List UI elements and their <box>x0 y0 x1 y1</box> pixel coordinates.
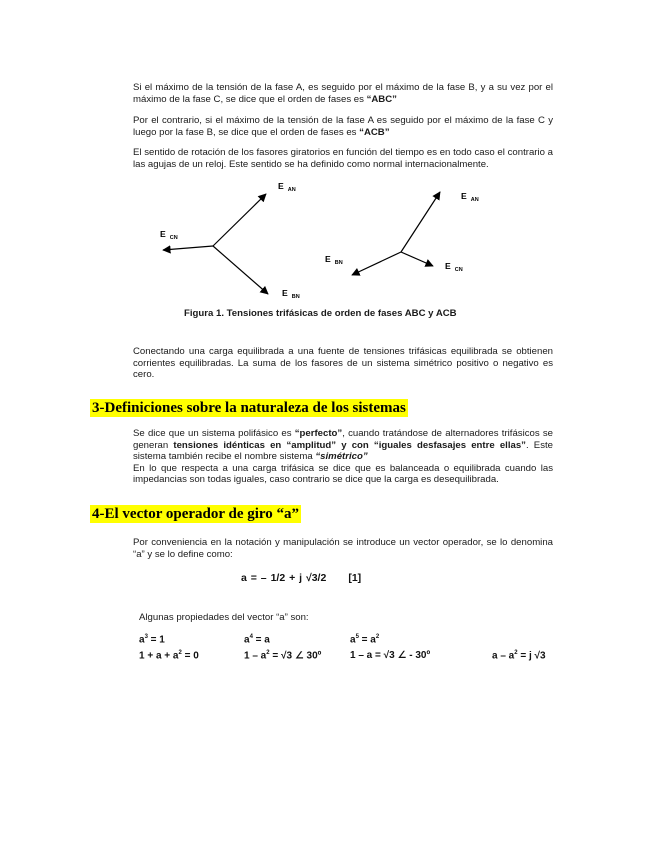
abc-label: “ABC” <box>366 93 397 105</box>
label-ecn-left: ECN <box>160 229 178 241</box>
label-ebn-right: EBN <box>325 254 343 266</box>
paragraph-balanced-load: Conectando una carga equilibrada a una fuente de tensiones trifásicas equilibrada se obtienen corrientes equilibradas. La suma de los fasores de un sistema simétrico positivo o negativo es cero. <box>133 346 553 380</box>
phasor-ean-left <box>213 194 266 246</box>
property-a4: $a^4 = a$ <box>244 634 270 646</box>
property-a3: $a^3 = 1$ <box>139 634 165 646</box>
phasor-ecn-right <box>401 252 433 266</box>
phasor-ecn-left <box>163 246 213 250</box>
paragraph-rotation-sense: El sentido de rotación de los fasores giratorios en función del tiempo es en todo caso el contrario a las agujas de un reloj. Este sentido se ha definido como normal internacionalmente. <box>133 147 553 170</box>
property-one-minus-a2: $1 - a^2 = √3$ ∠ 30º <box>244 650 322 662</box>
property-one-minus-a: 1 – a = √3 ∠ - 30º <box>350 650 431 661</box>
phasor-ebn-right <box>352 252 401 275</box>
label-ean-right: EAN <box>461 191 479 203</box>
paragraph-operator-intro: Por conveniencia en la notación y manipulación se introduce un vector operador, se lo denomina “a” y se lo define como: <box>133 537 553 560</box>
paragraph-perfect-system: Se dice que un sistema polifásico es “perfecto”, cuando tratándose de alternadores trifásicos se generan tensiones idénticas en “amplitud” y con “iguales desfasajes entre ellas”. Este sistema también recibe el nombre sistema “simétrico” En lo que respecta a una carga trifásica se dice que es balanceada o equilibrada cuando las impedancias son todas iguales, caso contrario se dice que la carga es desequilibrada. <box>133 428 554 485</box>
label-ebn-left: EBN <box>282 288 300 300</box>
figure-caption: Figura 1. Tensiones trifásicas de orden de fases ABC y ACB <box>184 308 457 319</box>
phasor-ebn-left <box>213 246 268 294</box>
property-a-minus-a2: $a - a^2 = j$ √3 <box>492 650 546 662</box>
section-3-heading: 3-Definiciones sobre la naturaleza de los sistemas <box>92 400 406 416</box>
acb-label: “ACB” <box>359 126 390 138</box>
formula-ref: [1] <box>348 572 362 584</box>
label-ecn-right: ECN <box>445 261 463 273</box>
label-ean-left: EAN <box>278 181 296 193</box>
section-4-heading: 4-El vector operador de giro “a” <box>92 506 300 522</box>
paragraph-phase-order-abc: Si el máximo de la tensión de la fase A, es seguido por el máximo de la fase B, y a su vez por el máximo de la fase C, se dice que el orden de fases es “ABC” <box>133 82 553 105</box>
property-a5: $a^5 = a^2$ <box>350 634 380 646</box>
properties-intro: Algunas propiedades del vector “a” son: <box>139 612 309 623</box>
property-sum-zero: $1 + a + a^2 = 0$ <box>139 650 199 662</box>
paragraph-phase-order-acb: Por el contrario, si el máximo de la tensión de la fase A es seguido por el máximo de la fase C y luego por la fase B, se dice que el orden de fases es “ACB” <box>133 115 553 138</box>
phasor-ean-right <box>401 192 440 252</box>
operator-formula: a = – 1/2 + j √3/2 [1] <box>241 572 362 584</box>
